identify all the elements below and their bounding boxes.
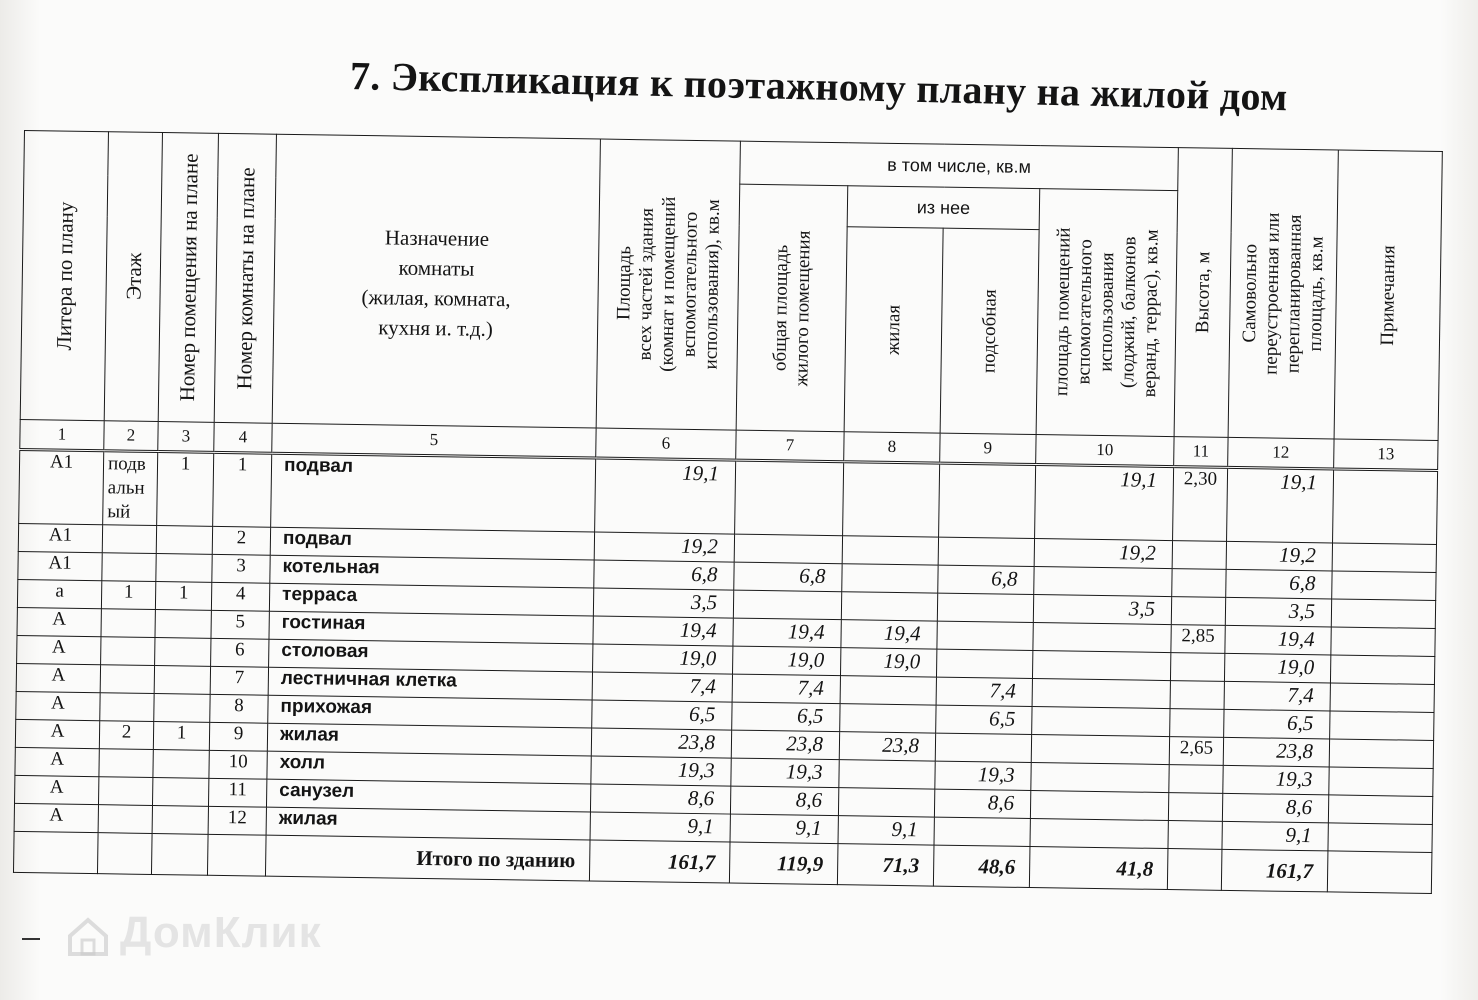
litera-cell: А (17, 635, 101, 664)
height-cell (1171, 597, 1225, 626)
general-area-cell (735, 460, 844, 536)
note-cell (1333, 469, 1438, 545)
general-area-cell: 8,6 (730, 786, 838, 816)
general-area-sum: 119,9 (729, 842, 838, 885)
note-cell (1330, 655, 1434, 685)
col-number: 8 (844, 432, 940, 463)
litera-cell: А (15, 747, 99, 776)
litera-cell: А1 (18, 523, 102, 552)
header-floor: Этаж (104, 132, 162, 422)
floor-text: подв альн ый (107, 453, 146, 523)
unauthorized-area-cell: 23,8 (1223, 737, 1329, 767)
floor-cell (98, 805, 152, 834)
total-area-cell: 8,6 (590, 784, 730, 814)
living-area-cell (842, 564, 938, 593)
note-cell (1331, 627, 1435, 657)
room-number-cell: 8 (210, 694, 268, 723)
room-number-cell: 12 (208, 806, 266, 835)
totals-label: Итого по зданию (265, 835, 590, 881)
note-cell (1328, 823, 1432, 853)
col-number: 4 (214, 422, 272, 453)
living-area-cell: 19,4 (841, 620, 937, 649)
living-area-cell (841, 592, 937, 621)
room-number-cell: 6 (211, 638, 269, 667)
aux-use-area-cell (1030, 819, 1168, 849)
total-area-cell: 6,5 (592, 700, 732, 730)
height-cell (1172, 541, 1226, 570)
premise-number-cell (152, 777, 208, 806)
auxiliary-area-cell (934, 817, 1030, 846)
premise-number-cell: 1 (157, 452, 214, 527)
room-name-cell: холл (267, 751, 591, 784)
living-area-sum: 71,3 (837, 844, 934, 886)
header-general-area: общая площадь жилого помещения (736, 184, 848, 432)
litera-cell: А (15, 719, 99, 748)
height-cell: 2,65 (1169, 737, 1223, 766)
watermark-text: ДомКлик (120, 908, 322, 957)
room-name-cell: прихожая (268, 695, 592, 728)
col-number: 10 (1036, 435, 1174, 467)
height-cell (1169, 765, 1223, 794)
room-number-cell: 1 (213, 452, 272, 527)
auxiliary-area-cell: 8,6 (934, 789, 1030, 818)
height-cell: 2,30 (1173, 467, 1228, 542)
room-name-cell: жилая (266, 807, 590, 840)
header-living: жилая (844, 227, 943, 433)
scan-mark (22, 938, 40, 940)
note-cell (1328, 795, 1432, 825)
total-area-cell: 19,1 (595, 458, 736, 534)
floor-cell: 1 (101, 581, 155, 610)
unauthorized-area-cell: 19,1 (1227, 467, 1334, 543)
general-area-cell (734, 534, 842, 564)
auxiliary-area-cell (939, 463, 1036, 538)
general-area-cell: 6,8 (734, 562, 842, 592)
floor-cell (100, 693, 154, 722)
aux-use-area-cell: 19,2 (1034, 539, 1172, 569)
unauthorized-area-cell: 19,0 (1224, 653, 1330, 683)
col-number: 6 (596, 428, 736, 460)
floor-cell: 2 (99, 721, 153, 750)
aux-use-area-cell (1032, 679, 1170, 709)
header-notes: Примечания (1334, 150, 1442, 441)
unauthorized-area-cell: 7,4 (1224, 681, 1330, 711)
premise-number-cell (155, 637, 211, 666)
height-cell (1170, 681, 1224, 710)
room-name-cell: санузел (266, 779, 590, 812)
table-header (20, 131, 1443, 471)
header-auxiliary: подсобная (940, 228, 1039, 434)
general-area-cell: 23,8 (731, 730, 839, 760)
floor-cell (100, 665, 154, 694)
height-cell (1170, 709, 1224, 738)
auxiliary-area-cell: 19,3 (935, 761, 1031, 790)
room-number-cell: 2 (212, 526, 270, 555)
litera-cell: А1 (19, 449, 104, 524)
aux-use-area-cell (1031, 763, 1169, 793)
room-number-cell: 10 (209, 750, 267, 779)
room-name-cell: котельная (270, 555, 594, 588)
height-cell (1168, 793, 1222, 822)
header-total-area: Площадь всех частей здания (комнат и помещений вспомогательного использования), кв.м (596, 139, 740, 430)
total-area-cell: 3,5 (593, 588, 733, 618)
auxiliary-area-cell (936, 649, 1032, 678)
general-area-cell: 19,4 (733, 618, 841, 648)
auxiliary-area-cell (935, 733, 1031, 762)
auxiliary-area-cell (938, 537, 1034, 566)
room-name-cell: подвал (270, 527, 594, 560)
unauthorized-area-cell: 6,5 (1224, 709, 1330, 739)
general-area-cell (733, 590, 841, 620)
header-aux-use-area: площадь помещений вспомогательного использования (лоджий, балконов веранд, террас), кв.м (1036, 189, 1178, 437)
note-cell (1330, 711, 1434, 741)
col-number: 1 (20, 419, 104, 450)
living-area-cell: 23,8 (839, 732, 935, 761)
note-cell (1329, 767, 1433, 797)
header-of-which: из нее (847, 186, 1040, 230)
unauthorized-area-cell: 3,5 (1225, 597, 1331, 627)
note-cell (1329, 739, 1433, 769)
note-cell (1332, 571, 1436, 601)
unauthorized-area-cell: 6,8 (1226, 569, 1332, 599)
room-number-cell: 9 (209, 722, 267, 751)
explication-table (13, 130, 1443, 894)
unauthorized-area-sum: 161,7 (1221, 849, 1328, 892)
aux-use-area-cell (1032, 707, 1170, 737)
col-number: 5 (272, 423, 596, 458)
height-cell (1168, 821, 1222, 850)
litera-cell: А (16, 691, 100, 720)
premise-number-cell (154, 665, 210, 694)
general-area-cell: 19,3 (731, 758, 839, 788)
header-room-purpose: Назначение комнаты (жилая, комната, кухня и. т.д.) (272, 134, 600, 428)
floor-cell (103, 451, 158, 526)
unauthorized-area-cell: 8,6 (1222, 793, 1328, 823)
auxiliary-area-cell: 6,8 (938, 565, 1034, 594)
col-number: 12 (1228, 437, 1334, 469)
living-area-cell (842, 536, 938, 565)
auxiliary-area-sum: 48,6 (933, 845, 1030, 887)
premise-number-cell (155, 610, 211, 639)
living-area-cell (839, 760, 935, 789)
total-area-cell: 19,4 (593, 616, 733, 646)
general-area-cell: 7,4 (732, 674, 840, 704)
room-number-cell: 4 (211, 582, 269, 611)
house-logo-icon (64, 912, 112, 960)
unauthorized-area-cell: 19,3 (1223, 765, 1329, 795)
room-number-cell: 7 (210, 666, 268, 695)
total-area-cell: 19,2 (594, 532, 734, 562)
aux-use-area-cell (1030, 791, 1168, 821)
height-cell (1172, 569, 1226, 598)
floor-cell (102, 553, 156, 582)
litera-cell: А (17, 607, 101, 636)
height-cell (1170, 653, 1224, 682)
premise-number-cell (156, 554, 212, 583)
col-number: 9 (940, 433, 1036, 464)
living-area-cell (840, 676, 936, 705)
general-area-cell: 19,0 (733, 646, 841, 676)
unauthorized-area-cell: 19,4 (1225, 625, 1331, 655)
height-cell: 2,85 (1171, 625, 1225, 654)
aux-use-area-cell (1031, 735, 1169, 765)
header-room-number: Номер комнаты на плане (214, 133, 276, 423)
total-area-cell: 19,3 (591, 756, 731, 786)
note-cell (1332, 543, 1436, 573)
unauthorized-area-cell: 19,2 (1226, 541, 1332, 571)
col-number: 2 (104, 421, 158, 452)
total-area-cell: 23,8 (591, 728, 731, 758)
aux-use-area-cell: 19,1 (1035, 465, 1174, 541)
total-area-cell: 9,1 (590, 812, 730, 842)
living-area-cell: 19,0 (840, 648, 936, 677)
premise-number-cell (152, 805, 208, 834)
auxiliary-area-cell (937, 593, 1033, 622)
unauthorized-area-cell: 9,1 (1222, 821, 1328, 851)
table-body (13, 449, 1437, 893)
general-area-cell: 6,5 (732, 702, 840, 732)
general-area-cell: 9,1 (730, 814, 838, 844)
living-area-cell: 9,1 (838, 816, 934, 845)
auxiliary-area-cell: 6,5 (936, 705, 1032, 734)
auxiliary-area-cell (937, 621, 1033, 650)
premise-number-cell (154, 693, 210, 722)
litera-cell: А (16, 663, 100, 692)
header-litera: Литера по плану (20, 131, 108, 421)
header-unauthorized-area: Самовольно переустроенная или перепланированная площадь, кв.м (1228, 148, 1338, 439)
col-number: 11 (1174, 437, 1228, 468)
note-cell (1331, 599, 1435, 629)
litera-cell: А (15, 775, 99, 804)
room-name-cell: гостиная (269, 611, 593, 644)
header-including-group: в том числе, кв.м (740, 141, 1179, 190)
premise-number-cell: 1 (155, 582, 211, 611)
aux-use-area-sum: 41,8 (1029, 847, 1168, 890)
room-number-cell: 5 (211, 610, 269, 639)
aux-use-area-cell (1033, 623, 1171, 653)
floor-cell (98, 777, 152, 806)
header-height: Высота, м (1174, 148, 1232, 438)
living-area-cell (843, 462, 940, 537)
room-number-cell: 3 (212, 554, 270, 583)
col-number: 13 (1334, 439, 1438, 471)
aux-use-area-cell (1034, 567, 1172, 597)
floor-cell (99, 749, 153, 778)
total-area-sum: 161,7 (589, 840, 730, 883)
room-name-cell: столовая (269, 639, 593, 672)
col-number: 7 (736, 430, 844, 462)
aux-use-area-cell (1032, 651, 1170, 681)
litera-cell: А (14, 803, 98, 832)
room-name-cell: лестничная клетка (268, 667, 592, 700)
floor-cell (101, 637, 155, 666)
litera-cell: А1 (18, 551, 102, 580)
header-premise-number: Номер помещения на плане (158, 133, 218, 423)
room-name-cell: терраса (269, 583, 593, 616)
floor-cell (101, 609, 155, 638)
note-cell (1330, 683, 1434, 713)
total-area-cell: 6,8 (594, 560, 734, 590)
aux-use-area-cell: 3,5 (1033, 595, 1171, 625)
auxiliary-area-cell: 7,4 (936, 677, 1032, 706)
litera-cell: а (17, 579, 101, 608)
total-area-cell: 7,4 (592, 672, 732, 702)
premise-number-cell (153, 749, 209, 778)
premise-number-cell: 1 (153, 721, 209, 750)
page-title: 7. Экспликация к поэтажному плану на жилой дом (349, 53, 1289, 120)
premise-number-cell (156, 526, 212, 555)
total-area-cell: 19,0 (593, 644, 733, 674)
col-number: 3 (158, 422, 214, 453)
room-number-cell: 11 (208, 778, 266, 807)
living-area-cell (840, 704, 936, 733)
room-name-cell: жилая (267, 723, 591, 756)
floor-cell (102, 525, 156, 554)
living-area-cell (838, 788, 934, 817)
room-name-cell: подвал (271, 453, 596, 532)
